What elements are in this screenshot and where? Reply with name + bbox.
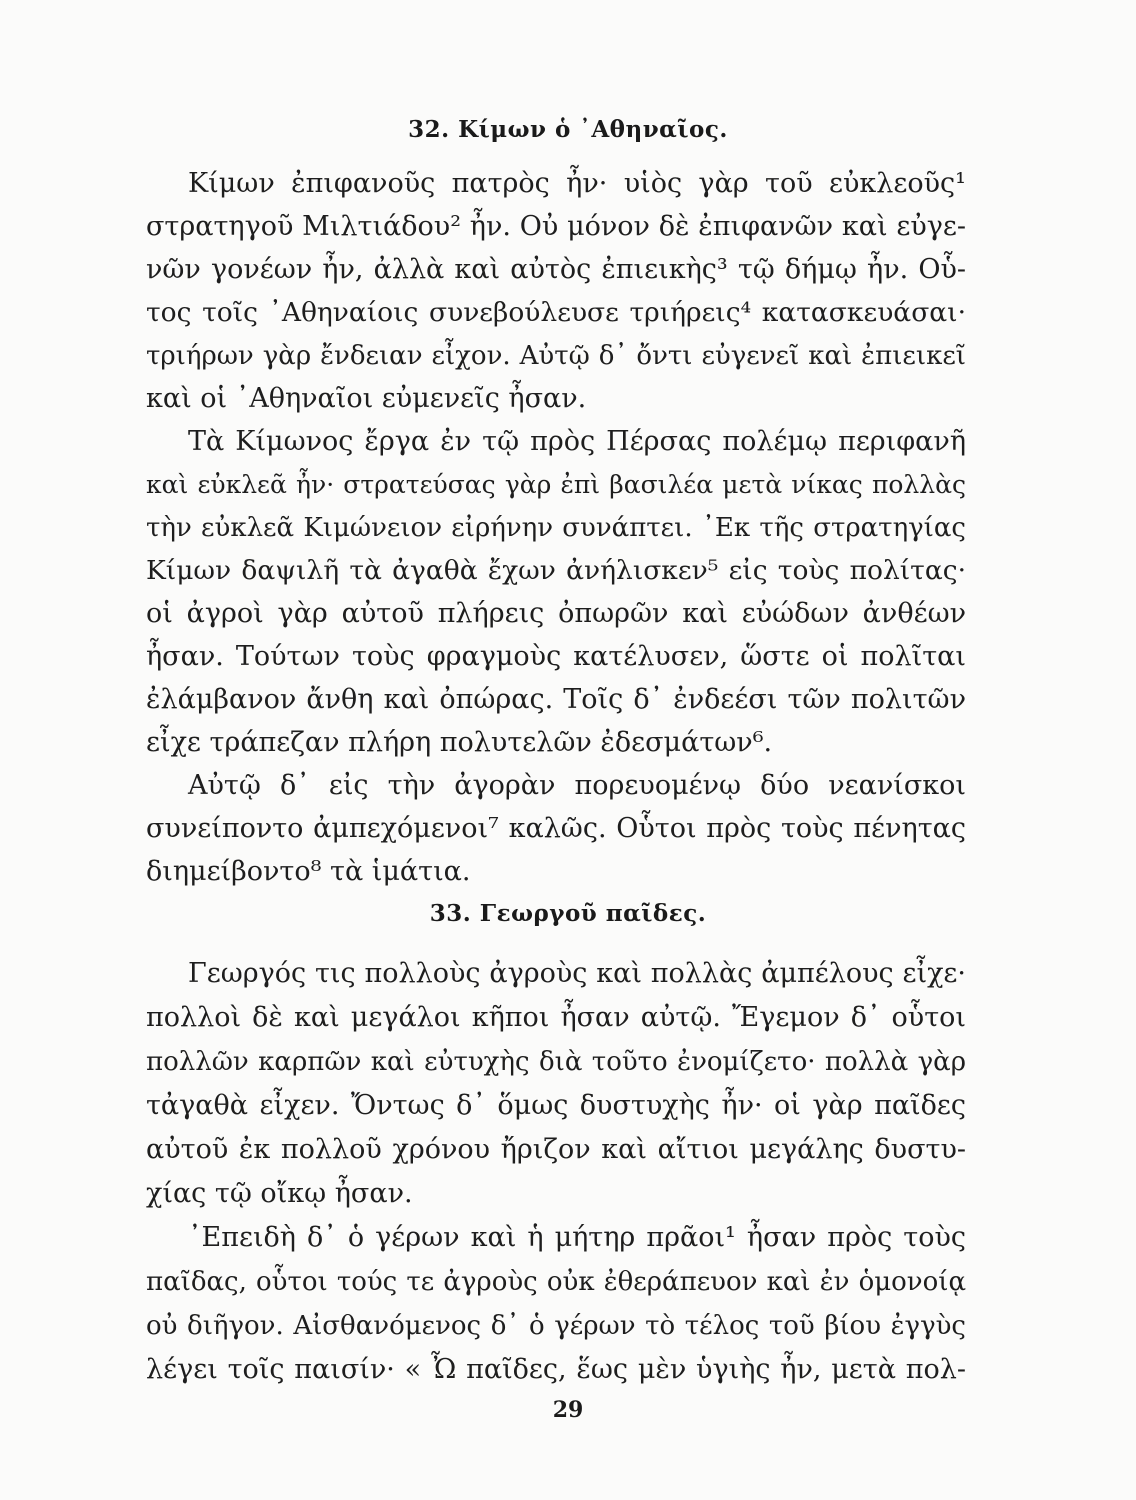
text-line: διημείβοντο⁸ τὰ ἱμάτια. — [146, 856, 471, 887]
text-line: συνείποντο ἀμπεχόμενοι⁷ καλῶς. Οὗτοι πρὸς τοὺς πένητας — [146, 813, 966, 844]
text-line: παῖδας, οὗτοι τούς τε ἀγροὺς οὐκ ἐθεράπευον καὶ ἐν ὁμονοίᾳ — [146, 1267, 966, 1297]
text-line: Κίμων δαψιλῆ τὰ ἀγαθὰ ἔχων ἀνήλισκεν⁵ εἰς τοὺς πολίτας· — [146, 555, 966, 586]
page-number: 29 — [552, 1397, 584, 1423]
text-line: στρατηγοῦ Μιλτιάδου² ἦν. Οὐ μόνον δὲ ἐπιφανῶν καὶ εὐγε- — [146, 211, 966, 242]
text-line: Αὐτῷ δ᾿ εἰς τὴν ἀγορὰν πορευομένῳ δύο νεανίσκοι — [188, 770, 966, 801]
text-line: καὶ οἱ ᾿Αθηναῖοι εὐμενεῖς ἦσαν. — [146, 383, 587, 414]
text-line: αὐτοῦ ἐκ πολλοῦ χρόνου ἤριζον καὶ αἴτιοι μεγάλης δυστυ- — [146, 1134, 966, 1165]
text-line: πολλοὶ δὲ καὶ μεγάλοι κῆποι ἦσαν αὐτῷ. Ἔγεμον δ᾿ οὗτοι — [146, 1002, 966, 1033]
section-heading-georgou: 33. Γεωργοῦ παῖδες. — [429, 900, 707, 927]
text-line: τριήρων γὰρ ἔνδειαν εἶχον. Αὐτῷ δ᾿ ὄντι εὐγενεῖ καὶ ἐπιεικεῖ — [146, 341, 966, 371]
text-line: Γεωργός τις πολλοὺς ἀγροὺς καὶ πολλὰς ἀμπέλους εἶχε· — [188, 958, 966, 989]
section-heading-kimon: 32. Κίμων ὁ ᾿Αθηναῖος. — [408, 116, 728, 143]
text-line: Κίμων ἐπιφανοῦς πατρὸς ἦν· υἱὸς γὰρ τοῦ εὐκλεοῦς¹ — [188, 168, 966, 199]
text-line: νῶν γονέων ἦν, ἀλλὰ καὶ αὐτὸς ἐπιεικὴς³ τῷ δήμῳ ἦν. Οὗ- — [146, 254, 966, 285]
text-line: τὴν εὐκλεᾶ Κιμώνειον εἰρήνην συνάπτει. ᾿Εκ τῆς στρατηγίας — [146, 513, 966, 543]
text-line: Τὰ Κίμωνος ἔργα ἐν τῷ πρὸς Πέρσας πολέμῳ περιφανῆ — [188, 426, 966, 457]
text-line: τἀγαθὰ εἶχεν. Ὄντως δ᾿ ὅμως δυστυχὴς ἦν· οἱ γὰρ παῖδες — [146, 1090, 966, 1121]
text-line: λέγει τοῖς παισίν· « Ὦ παῖδες, ἕως μὲν ὑγιὴς ἦν, μετὰ πολ- — [146, 1354, 966, 1385]
text-line: ἦσαν. Τούτων τοὺς φραγμοὺς κατέλυσεν, ὥστε οἱ πολῖται — [146, 641, 966, 672]
text-line: οὐ διῆγον. Αἰσθανόμενος δ᾿ ὁ γέρων τὸ τέλος τοῦ βίου ἐγγὺς — [146, 1311, 966, 1341]
text-line: ἐλάμβανον ἄνθη καὶ ὀπώρας. Τοῖς δ᾿ ἐνδεέσι τῶν πολιτῶν — [146, 684, 966, 715]
text-line: τος τοῖς ᾿Αθηναίοις συνεβούλευσε τριήρεις⁴ κατασκευάσαι· — [146, 297, 966, 328]
text-line: καὶ εὐκλεᾶ ἦν· στρατεύσας γὰρ ἐπὶ βασιλέα μετὰ νίκας πολλὰς — [146, 470, 966, 499]
text-line: ᾿Επειδὴ δ᾿ ὁ γέρων καὶ ἡ μήτηρ πρᾶοι¹ ἦσαν πρὸς τοὺς — [188, 1222, 966, 1253]
text-line: οἱ ἀγροὶ γὰρ αὐτοῦ πλήρεις ὀπωρῶν καὶ εὐώδων ἀνθέων — [146, 598, 966, 629]
text-line: εἶχε τράπεζαν πλήρη πολυτελῶν ἐδεσμάτων⁶. — [146, 727, 773, 758]
text-line: χίας τῷ οἴκῳ ἦσαν. — [146, 1178, 413, 1209]
text-line: πολλῶν καρπῶν καὶ εὐτυχὴς διὰ τοῦτο ἐνομίζετο· πολλὰ γὰρ — [146, 1047, 966, 1077]
